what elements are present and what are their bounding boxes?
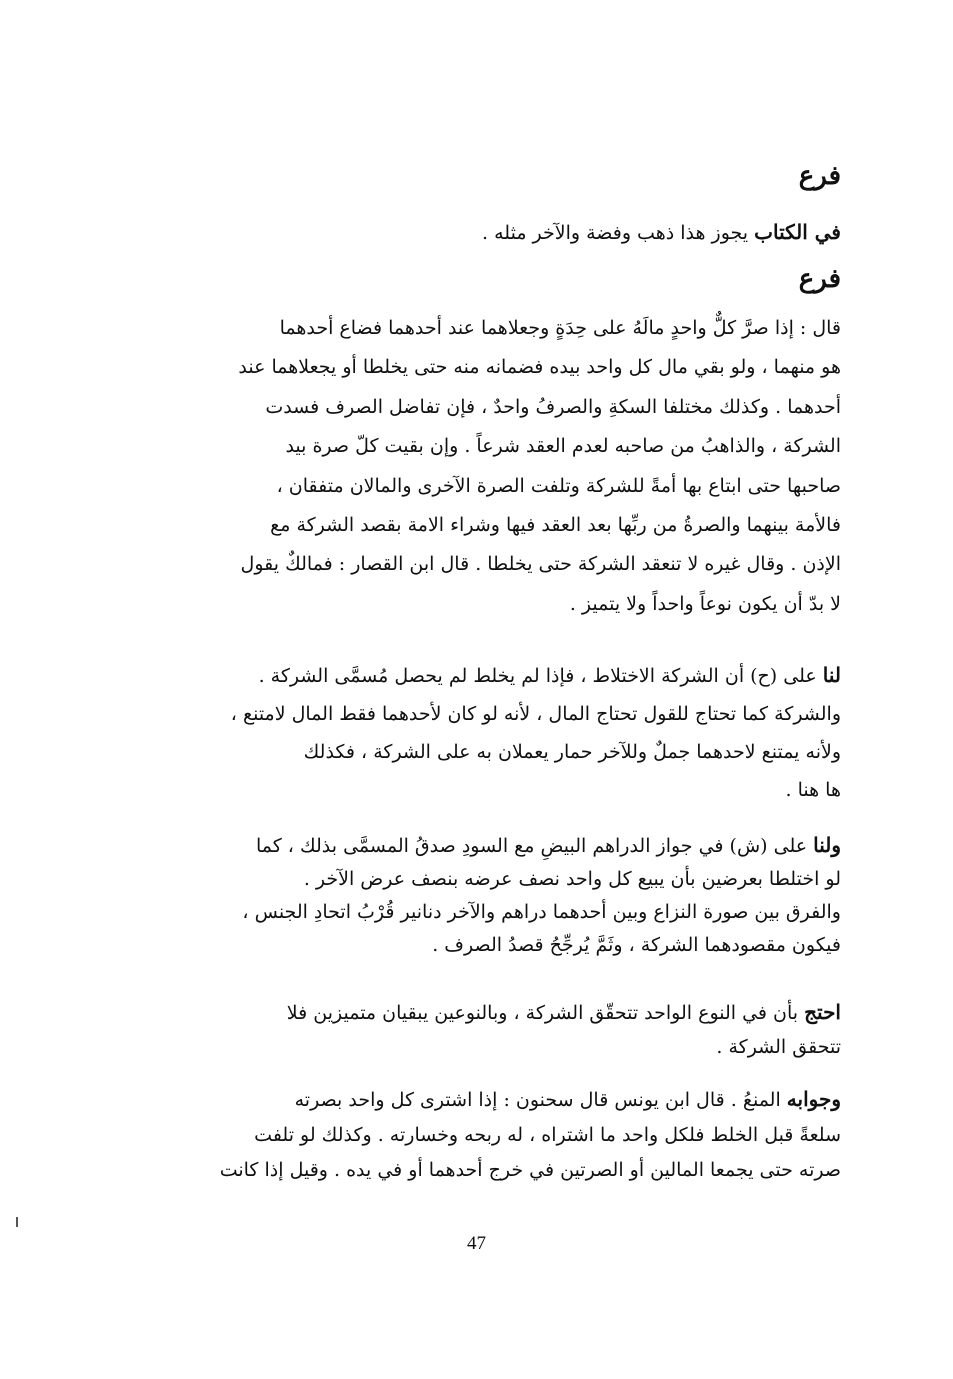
line-text: بأن في النوع الواحد تتحقّق الشركة ، وبالنوعين يبقيان متميزين فلا bbox=[286, 1002, 805, 1024]
paragraph-line: ولأنه يمتنع لاحدهما جملٌ وللآخر حمار يعملان به على الشركة ، فكذلك bbox=[303, 741, 841, 763]
section-heading-far-2: فرع bbox=[798, 264, 841, 294]
paragraph-line bbox=[180, 213, 841, 253]
paragraph-kitab bbox=[180, 213, 841, 253]
paragraph-line: الشركة ، والذاهبُ من صاحبه لعدم العقد شرعاً . وإن بقيت كلّ صرة بيد bbox=[285, 435, 841, 458]
paragraph-line: فالأمة بينهما والصرةُ من ربِّها بعد العقد فيها وشراء الامة بقصد الشركة مع bbox=[270, 514, 841, 537]
paragraph-line: الإذن . وقال غيره لا تنعقد الشركة حتى يخلطا . قال ابن القصار : فمالكٌ يقول bbox=[240, 553, 841, 576]
paragraph-line: أحدهما . وكذلك مختلفا السكةِ والصرفُ واحدٌ ، فإن تفاضل الصرف فسدت bbox=[265, 395, 841, 418]
paragraph-qal bbox=[180, 309, 841, 624]
paragraph-walana bbox=[180, 829, 841, 962]
section-heading-far: فرع bbox=[798, 161, 841, 191]
paragraph-line: والفرق بين صورة النزاع وبين أحدهما دراهم والآخر دنانير قُرْبُ اتحادِ الجنس ، bbox=[242, 901, 841, 923]
line-text: يجوز هذا ذهب وفضة والآخر مثله . bbox=[482, 222, 755, 244]
page-number: 47 bbox=[467, 1233, 486, 1254]
lead-word: احتج bbox=[804, 1000, 841, 1024]
paragraph-jawab bbox=[180, 1082, 841, 1188]
paragraph-line bbox=[180, 829, 841, 863]
lead-word: ولنا bbox=[813, 833, 841, 857]
paragraph-line: صاحبها حتى ابتاع بها أمةً للشركة وتلفت الصرة الآخرى والمالان متفقان ، bbox=[276, 474, 841, 497]
paragraph-line bbox=[180, 656, 841, 695]
lead-word: في الكتاب bbox=[754, 220, 841, 244]
margin-mark bbox=[16, 1217, 18, 1227]
paragraph-line: لو اختلطا بعرضين بأن يبيع كل واحد نصف عرضه بنصف عرض الآخر . bbox=[303, 868, 841, 890]
paragraph-ihtaj bbox=[180, 995, 841, 1064]
line-text: على (ح) أن الشركة الاختلاط ، فإذا لم يخلط لم يحصل مُسمَّى الشركة . bbox=[258, 665, 823, 687]
paragraph-line: فيكون مقصودهما الشركة ، وثَمَّ يُرجِّحُ قصدُ الصرف . bbox=[432, 934, 841, 956]
paragraph-line: قال : إذا صرَّ كلٌّ واحدٍ مالَهُ على حِدَةٍ وجعلاهما عند أحدهما فضاع أحدهما bbox=[279, 317, 841, 339]
paragraph-line: سلعةً قبل الخلط فلكل واحد ما اشتراه ، له ربحه وخسارته . وكذلك لو تلفت bbox=[254, 1124, 841, 1146]
line-text: على (ش) في جواز الدراهم البيضِ مع السودِ صدقُ المسمَّى بذلك ، كما bbox=[255, 835, 814, 857]
paragraph-lana bbox=[180, 656, 841, 809]
line-text: المنعُ . قال ابن يونس قال سحنون : إذا اشترى كل واحد بصرته bbox=[294, 1089, 787, 1111]
paragraph-line: والشركة كما تحتاج للقول تحتاج المال ، لأنه لو كان لأحدهما فقط المال لامتنع ، bbox=[230, 703, 841, 725]
paragraph-line: صرته حتى يجمعا المالين أو الصرتين في خرج أحدهما أو في يده . وقيل إذا كانت bbox=[219, 1159, 841, 1181]
paragraph-line bbox=[180, 1082, 841, 1118]
paragraph-line: لا بدّ أن يكون نوعاً واحداً ولا يتميز . bbox=[569, 592, 841, 615]
paragraph-line: تتحقق الشركة . bbox=[716, 1036, 841, 1058]
paragraph-line bbox=[180, 995, 841, 1030]
paragraph-line: هو منهما ، ولو بقي مال كل واحد بيده فضمانه منه حتى يخلطا أو يجعلاهما عند bbox=[238, 356, 841, 379]
lead-word: وجوابه bbox=[786, 1087, 841, 1111]
lead-word: لنا bbox=[822, 663, 841, 687]
paragraph-line: ها هنا . bbox=[785, 779, 841, 801]
